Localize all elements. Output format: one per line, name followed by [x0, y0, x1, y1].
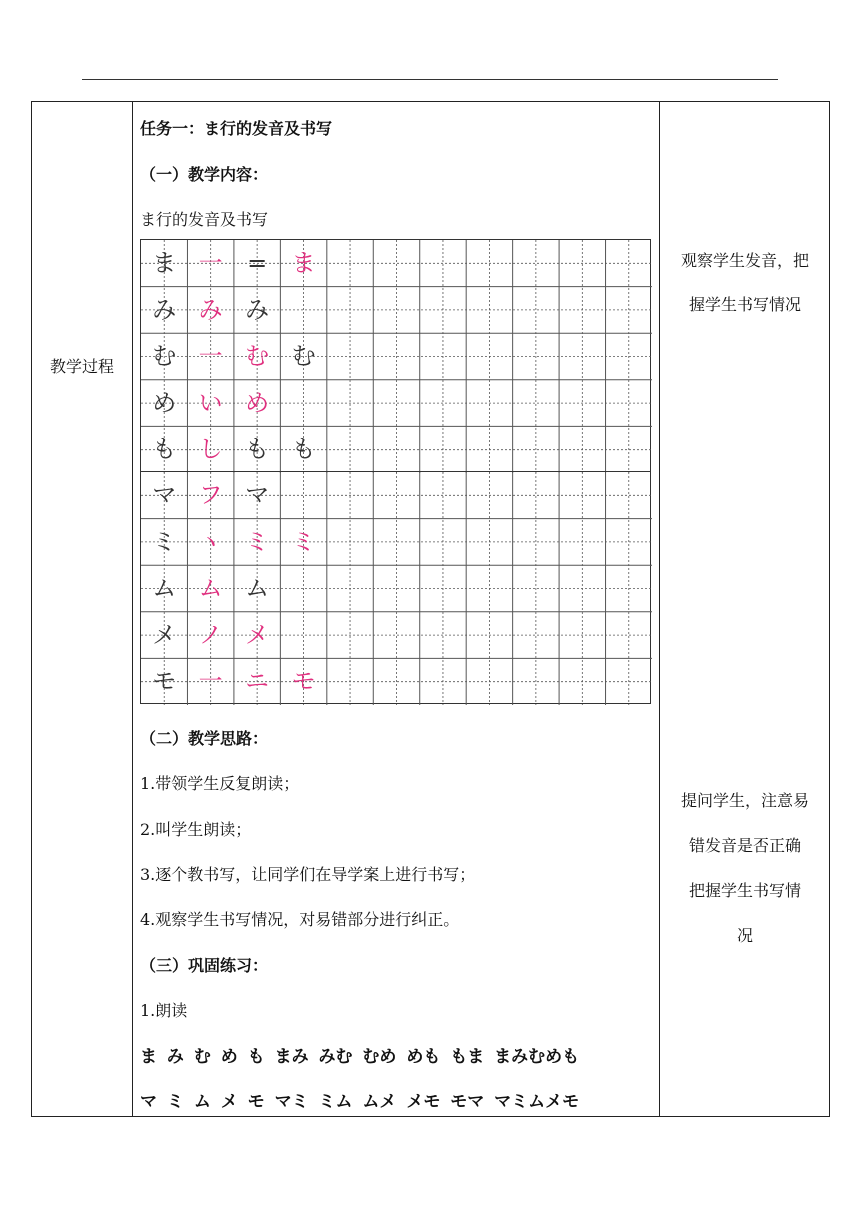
grid-character: み [245, 295, 270, 324]
grid-character: も [152, 435, 177, 464]
grid-character: ミ [291, 527, 316, 556]
note-line: 错发音是否正确 [688, 836, 801, 855]
grid-character: フ [198, 481, 223, 509]
grid-character: メ [152, 620, 177, 649]
grid-character: し [198, 435, 223, 464]
grid-character: 一 [198, 342, 223, 371]
grid-character: ミ [245, 527, 270, 556]
grid-character: ノ [198, 620, 223, 649]
grid-character: も [291, 435, 316, 464]
content-subtitle: ま行的发音及书写 [140, 210, 269, 229]
grid-character: マ [152, 481, 177, 509]
grid-character: = [247, 249, 268, 277]
grid-character: 一 [198, 667, 223, 696]
note-line: 握学生书写情况 [688, 295, 801, 314]
column-divider-left [132, 102, 133, 1116]
grid-character: め [152, 388, 177, 417]
note-line: 观察学生发音，把 [680, 251, 809, 270]
practice-item: 1.朗读 [140, 1001, 188, 1020]
grid-character: め [245, 388, 270, 417]
note-line: 提问学生，注意易 [680, 791, 809, 810]
grid-character: メ [245, 620, 270, 649]
content-heading: （一）教学内容： [140, 165, 269, 184]
thinking-step: 2.叫学生朗读； [140, 820, 252, 839]
grid-character: む [245, 342, 270, 371]
grid-character: む [152, 342, 177, 371]
note-line: 况 [736, 926, 753, 945]
teacher-note-question [660, 784, 830, 953]
grid-character: も [245, 435, 270, 464]
grid-character: ま [291, 249, 316, 277]
grid-character: み [152, 295, 177, 324]
thinking-heading: （二）教学思路： [140, 729, 269, 748]
thinking-step: 3.逐个教书写，让同学们在导学案上进行书写； [140, 865, 476, 884]
hiragana-practice-grid [140, 239, 651, 472]
lesson-table [31, 101, 830, 1117]
grid-character: ム [152, 574, 177, 603]
thinking-step: 4.观察学生书写情况，对易错部分进行纠正。 [140, 910, 460, 929]
grid-character: ヽ [198, 527, 223, 556]
section-label: 教学过程 [49, 357, 114, 376]
grid-character: ム [198, 574, 223, 603]
grid-character: む [291, 342, 316, 371]
grid-character: モ [291, 667, 316, 696]
header-rule [82, 79, 778, 80]
grid-character: ミ [152, 527, 177, 556]
grid-character: 一 [198, 249, 223, 277]
grid-character: ま [152, 249, 177, 277]
grid-character: マ [245, 481, 270, 509]
hiragana-reading-row: ま み む め も まみ みむ むめ めも もま まみむめも [140, 1047, 580, 1067]
note-line: 把握学生书写情 [688, 881, 801, 900]
grid-character: ニ [245, 667, 270, 696]
task-title: 任务一：ま行的发音及书写 [140, 119, 333, 138]
grid-character: モ [152, 667, 177, 696]
grid-character: い [198, 388, 223, 417]
grid-character: ム [245, 574, 270, 603]
teacher-note-observe [660, 244, 830, 322]
practice-heading: （三）巩固练习： [140, 956, 269, 975]
thinking-step: 1.带领学生反复朗读； [140, 774, 300, 793]
katakana-reading-row: マ ミ ム メ モ マミ ミム ムメ メモ モマ マミムメモ [140, 1092, 580, 1112]
grid-character: み [198, 295, 223, 324]
katakana-practice-grid [140, 471, 651, 704]
